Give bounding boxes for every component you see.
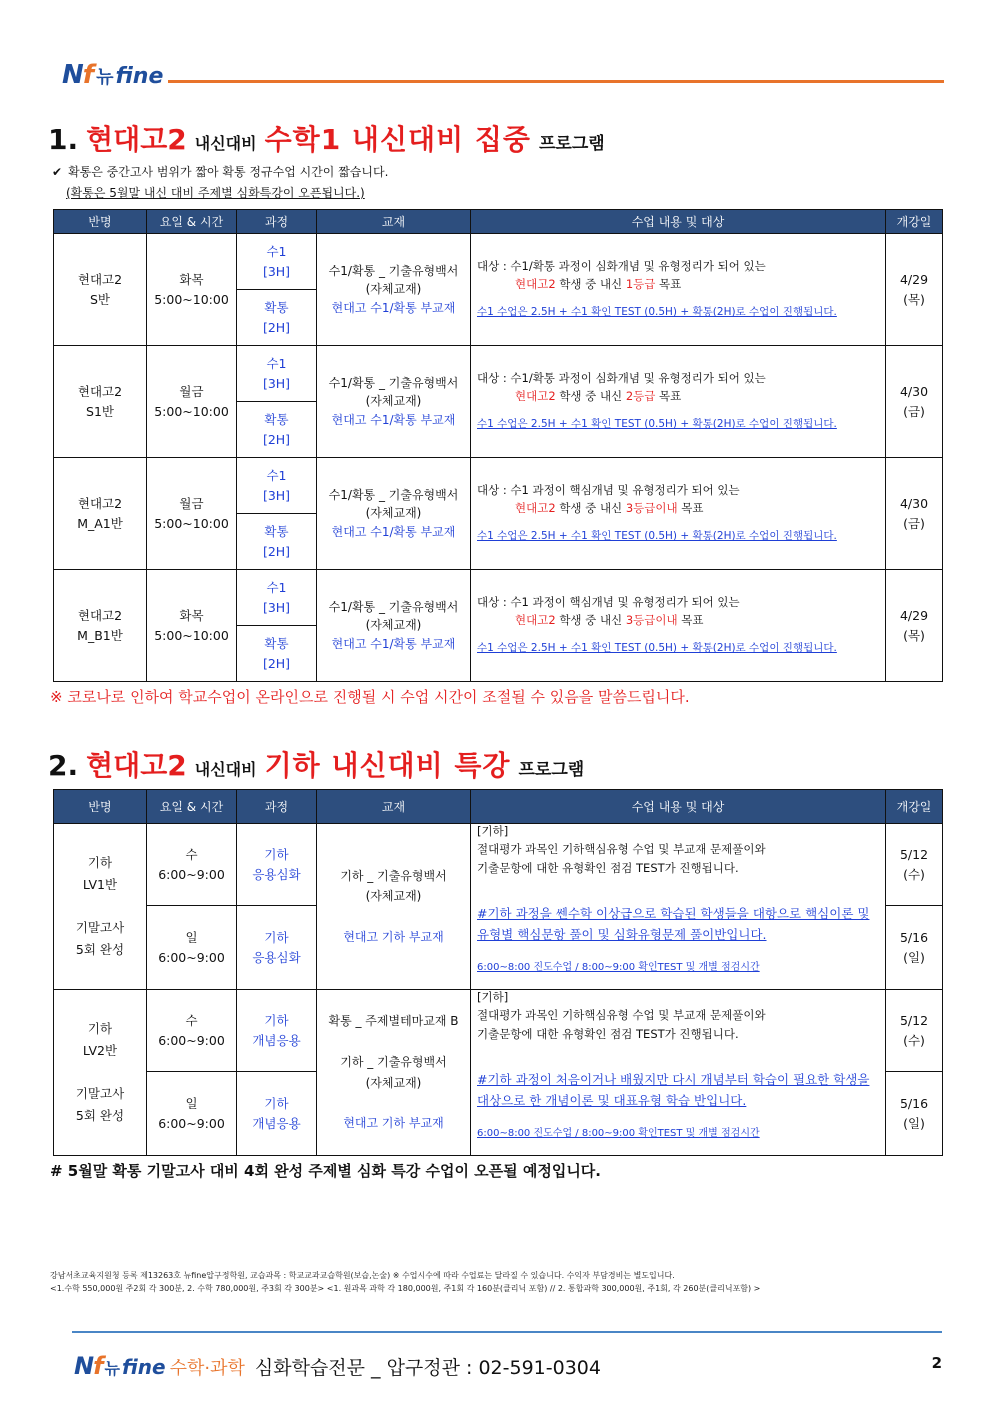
day-time-cell: 화목 5:00~10:00 bbox=[147, 570, 237, 682]
start-date-cell: 5/12 (수) bbox=[886, 990, 943, 1072]
section2-heading: 기하 내신대비 특강 bbox=[264, 749, 511, 782]
course-cell: 수1 [3H] bbox=[237, 346, 317, 402]
brand-fine: fine bbox=[115, 64, 164, 89]
table-row bbox=[54, 824, 943, 906]
table-header-row bbox=[54, 790, 943, 824]
footer-fine: fine bbox=[122, 1355, 166, 1379]
course-cell: 기하 개념응용 bbox=[237, 990, 317, 1072]
class-name-cell: 현대고2 S반 bbox=[54, 234, 147, 346]
legal-line-1: 강남서초교육지원청 등록 제13263호 뉴fine압구정학원, 교습과목 : 학교교과교습학원(보습,논술) ※ 수업시수에 따라 수업료는 달라질 수 있습니다. 수익자 부담경비는 별도입니다. bbox=[50, 1271, 675, 1280]
course-cell: 확통 [2H] bbox=[237, 290, 317, 346]
course-cell: 기하 개념응용 bbox=[237, 1072, 317, 1156]
header-class: 반명 bbox=[54, 790, 147, 824]
start-date-cell: 5/12 (수) bbox=[886, 824, 943, 906]
brand-nf-mark: Nf bbox=[62, 60, 94, 90]
corona-notice: ※ 코로나로 인하여 학교수업이 온라인으로 진행될 시 수업 시간이 조절될 수 있음을 말씀드립니다. bbox=[50, 688, 690, 706]
section1-note: ✔ 확통은 중간고사 범위가 짧아 확통 정규수업 시간이 짧습니다. bbox=[52, 165, 389, 179]
header-start-date: 개강일 bbox=[886, 210, 943, 234]
page-number: 2 bbox=[931, 1354, 942, 1372]
section2-school: 현대고2 bbox=[86, 749, 187, 782]
section2-small-label: 내신대비 bbox=[194, 760, 257, 779]
course-cell: 수1 [3H] bbox=[237, 570, 317, 626]
header-course: 과정 bbox=[237, 790, 317, 824]
start-date-cell: 4/29 (목) bbox=[886, 570, 943, 682]
table-row bbox=[54, 346, 943, 402]
header-textbook: 교재 bbox=[317, 210, 471, 234]
section1-subnote: (확통은 5월말 내신 대비 주제별 심화특강이 오픈됩니다.) bbox=[66, 186, 365, 200]
start-date-cell: 4/29 (목) bbox=[886, 234, 943, 346]
section2-suffix: 프로그램 bbox=[518, 760, 585, 780]
section1-suffix: 프로그램 bbox=[538, 134, 605, 154]
table-row bbox=[54, 234, 943, 290]
content-cell: 대상 : 수1 과정이 핵심개념 및 유형정리가 되어 있는 현대고2 학생 중 내신 3등급이내 목표 수1 수업은 2.5H + 수1 확인 TEST (0.5H) + 확통(2H)로 수업이 진행됩니다. bbox=[471, 458, 886, 570]
day-time-cell: 수 6:00~9:00 bbox=[147, 824, 237, 906]
header-divider bbox=[168, 80, 944, 83]
course-cell: 기하 응용심화 bbox=[237, 824, 317, 906]
footer-nf-mark: Nf bbox=[74, 1352, 103, 1380]
course-cell: 확통 [2H] bbox=[237, 626, 317, 682]
section1-number: 1. bbox=[48, 123, 79, 156]
section2-schedule-table bbox=[53, 789, 943, 1156]
table-row bbox=[54, 990, 943, 1072]
course-cell: 확통 [2H] bbox=[237, 514, 317, 570]
class-name-cell: 현대고2 S1반 bbox=[54, 346, 147, 458]
table-header-row bbox=[54, 210, 943, 234]
course-cell: 수1 [3H] bbox=[237, 234, 317, 290]
day-time-cell: 수 6:00~9:00 bbox=[147, 990, 237, 1072]
checkmark-icon: ✔ bbox=[52, 165, 63, 179]
header-textbook: 교재 bbox=[317, 790, 471, 824]
day-time-cell: 일 6:00~9:00 bbox=[147, 906, 237, 990]
day-time-cell: 월금 5:00~10:00 bbox=[147, 458, 237, 570]
textbook-cell: 수1/확통 _ 기출유형백서 (자체교재) 현대고 수1/확통 부교재 bbox=[317, 346, 471, 458]
class-name-cell: 현대고2 M_B1반 bbox=[54, 570, 147, 682]
content-cell: 대상 : 수1/확통 과정이 심화개념 및 유형정리가 되어 있는 현대고2 학생 중 내신 2등급 목표 수1 수업은 2.5H + 수1 확인 TEST (0.5H) + 확통(2H)로 수업이 진행됩니다. bbox=[471, 346, 886, 458]
footer-divider bbox=[72, 1331, 942, 1333]
legal-line-2: <1.수학 550,000원 주2회 각 300분, 2. 수학 780,000원, 주3회 각 300분> <1. 원과목 과학 각 180,000원, 주1회 각 160분(클리닉 포함) // 2. 통합과학 300,000원, 주1회, 각 260분(클리닉포함) > bbox=[50, 1284, 761, 1293]
table-row bbox=[54, 570, 943, 626]
brand-logo bbox=[62, 60, 163, 90]
day-time-cell: 월금 5:00~10:00 bbox=[147, 346, 237, 458]
content-cell: 대상 : 수1 과정이 핵심개념 및 유형정리가 되어 있는 현대고2 학생 중 내신 3등급이내 목표 수1 수업은 2.5H + 수1 확인 TEST (0.5H) + 확통(2H)로 수업이 진행됩니다. bbox=[471, 570, 886, 682]
header-content: 수업 내용 및 대상 bbox=[471, 210, 886, 234]
footer-brand bbox=[74, 1352, 601, 1380]
start-date-cell: 5/16 (일) bbox=[886, 1072, 943, 1156]
textbook-cell: 기하 _ 기출유형백서 (자체교재) 현대고 기하 부교재 bbox=[317, 824, 471, 990]
class-name-cell: 기하 LV1반 기말고사 5회 완성 bbox=[54, 824, 147, 990]
class-name-cell: 현대고2 M_A1반 bbox=[54, 458, 147, 570]
textbook-cell: 확통 _ 주제별테마교재 B 기하 _ 기출유형백서 (자체교재) 현대고 기하 부교재 bbox=[317, 990, 471, 1156]
header-class: 반명 bbox=[54, 210, 147, 234]
content-cell: [기하] 절대평가 과목인 기하핵심유형 수업 및 부교재 문제풀이와 기출문항에 대한 유형확인 점검 TEST가 진행됩니다. #기하 과정이 처음이거나 배웠지만 다시 개념부터 학습이 필요한 학생을 대상으로 한 개념이론 및 대표유형 학습 반입니다. 6:00~8:00 진도수업 / 8:00~9:00 확인TEST 및 개별 점검시간 bbox=[471, 990, 886, 1156]
textbook-cell: 수1/확통 _ 기출유형백서 (자체교재) 현대고 수1/확통 부교재 bbox=[317, 570, 471, 682]
section1-schedule-table bbox=[53, 209, 943, 682]
day-time-cell: 일 6:00~9:00 bbox=[147, 1072, 237, 1156]
textbook-cell: 수1/확통 _ 기출유형백서 (자체교재) 현대고 수1/확통 부교재 bbox=[317, 234, 471, 346]
footer-subjects: 수학·과학 bbox=[169, 1358, 245, 1379]
start-date-cell: 4/30 (금) bbox=[886, 458, 943, 570]
header-course: 과정 bbox=[237, 210, 317, 234]
section1-school: 현대고2 bbox=[86, 123, 187, 156]
header-day-time: 요일 & 시간 bbox=[147, 790, 237, 824]
course-cell: 기하 응용심화 bbox=[237, 906, 317, 990]
section2-bottom-note: # 5월말 확통 기말고사 대비 4회 완성 주제별 심화 특강 수업이 오픈될 예정입니다. bbox=[50, 1162, 601, 1180]
day-time-cell: 화목 5:00~10:00 bbox=[147, 234, 237, 346]
content-cell: [기하] 절대평가 과목인 기하핵심유형 수업 및 부교재 문제풀이와 기출문항에 대한 유형확인 점검 TEST가 진행됩니다. #기하 과정을 쎈수학 이상급으로 학습된 학생들을 대항으로 핵심이론 및 유형별 핵심문항 풀이 및 심화유형문제 풀이반입니다. 6:00~8:00 진도수업 / 8:00~9:00 확인TEST 및 개별 점검시간 bbox=[471, 824, 886, 990]
footer-tagline: 심화학습전문 _ 압구정관 : 02-591-0304 bbox=[254, 1357, 601, 1379]
brand-nyu: 뉴 bbox=[96, 67, 114, 88]
section1-small-label: 내신대비 bbox=[194, 134, 257, 153]
footer-nyu: 뉴 bbox=[104, 1359, 121, 1378]
header-start-date: 개강일 bbox=[886, 790, 943, 824]
start-date-cell: 5/16 (일) bbox=[886, 906, 943, 990]
course-cell: 확통 [2H] bbox=[237, 402, 317, 458]
textbook-cell: 수1/확통 _ 기출유형백서 (자체교재) 현대고 수1/확통 부교재 bbox=[317, 458, 471, 570]
course-cell: 수1 [3H] bbox=[237, 458, 317, 514]
section1-heading: 수학1 내신대비 집중 bbox=[264, 123, 531, 156]
start-date-cell: 4/30 (금) bbox=[886, 346, 943, 458]
header-content: 수업 내용 및 대상 bbox=[471, 790, 886, 824]
class-name-cell: 기하 LV2반 기말고사 5회 완성 bbox=[54, 990, 147, 1156]
header-day-time: 요일 & 시간 bbox=[147, 210, 237, 234]
table-row bbox=[54, 458, 943, 514]
section1-title bbox=[48, 118, 605, 158]
section2-number: 2. bbox=[48, 749, 79, 782]
section2-title bbox=[48, 744, 584, 784]
content-cell: 대상 : 수1/확통 과정이 심화개념 및 유형정리가 되어 있는 현대고2 학생 중 내신 1등급 목표 수1 수업은 2.5H + 수1 확인 TEST (0.5H) + 확통(2H)로 수업이 진행됩니다. bbox=[471, 234, 886, 346]
